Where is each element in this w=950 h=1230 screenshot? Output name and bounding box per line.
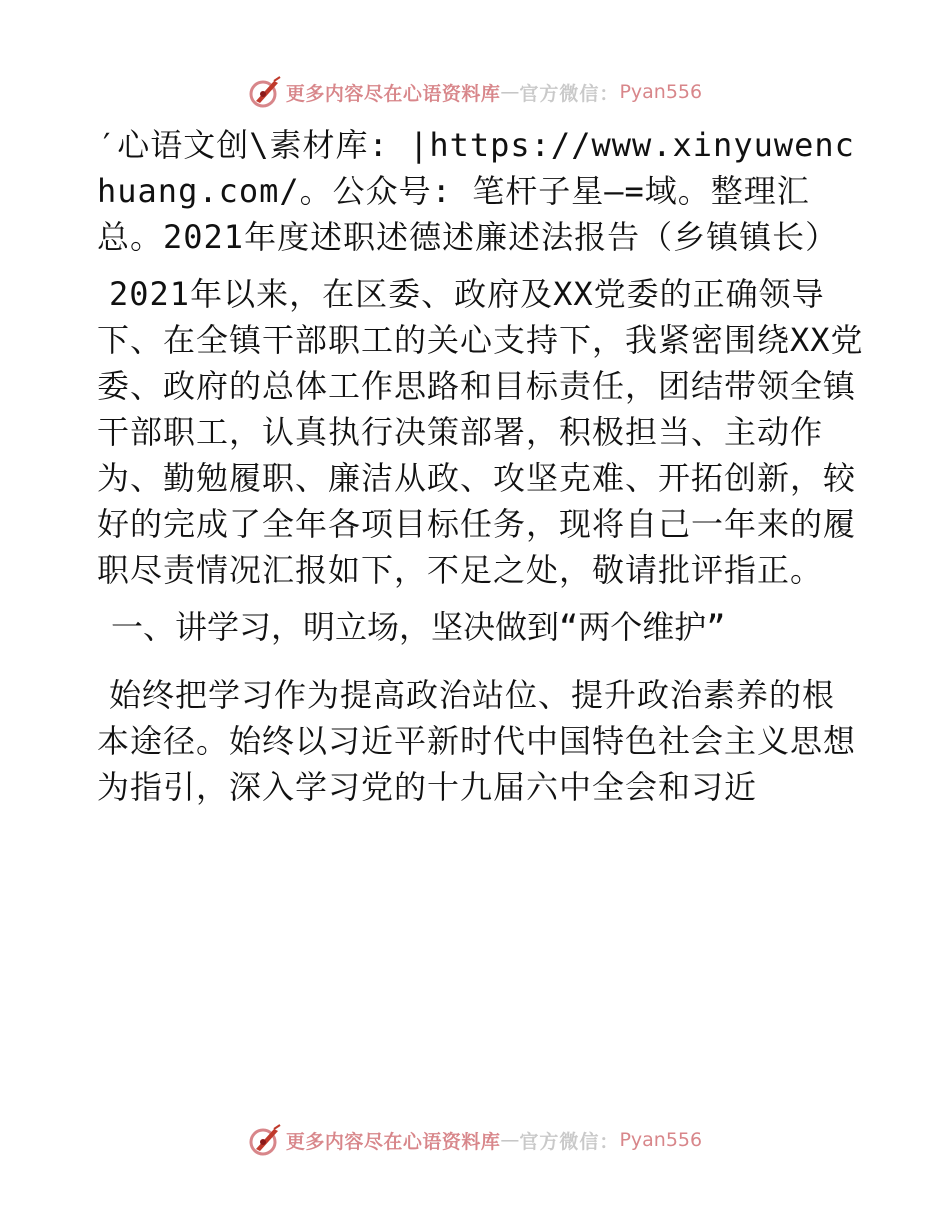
paragraph-1: 2021年以来，在区委、政府及XX党委的正确领导下、在全镇干部职工的关心支持下，我紧密围绕XX党委、政府的总体工作思路和目标责任，团结带领全镇干部职工，认真执行决策部署，积极担当、主动作为、勤勉履职、廉洁从政、攻坚克难、开拓创新，较好的完成了全年各项目标任务，现将自己一年来的履职尽责情况汇报如下，不足之处，敬请批评指正。 (97, 275, 864, 589)
banner-wechat-id: Pyan556 (619, 1129, 703, 1151)
banner-wechat-id: Pyan556 (619, 81, 703, 103)
banner-separator: — (500, 1129, 520, 1151)
header-banner (0, 72, 950, 112)
banner-official-label: 官方微信： (519, 82, 620, 105)
quill-logo-icon (248, 1123, 282, 1157)
banner-brand-text: 更多内容尽在心语资料库 (285, 1130, 501, 1153)
footer-banner (0, 1120, 950, 1160)
banner-separator: — (500, 81, 520, 103)
section-1-heading: 一、讲学习，明立场，坚决做到“两个维护” (111, 608, 726, 646)
quill-logo-icon (248, 75, 282, 109)
paragraph-2: 始终把学习作为提高政治站位、提升政治素养的根本途径。始终以习近平新时代中国特色社会主义思想为指引，深入学习党的十九届六中全会和习近 (97, 676, 857, 806)
banner-official-label: 官方微信： (519, 1130, 620, 1153)
document-intro: ′心语文创\素材库: |https://www.xinyuwenchuang.com/。公众号: 笔杆子星—=域。整理汇总。2021年度述职述德述廉述法报告（乡镇镇长） (97, 126, 855, 256)
banner-brand-text: 更多内容尽在心语资料库 (285, 82, 501, 105)
document-body (97, 122, 867, 821)
